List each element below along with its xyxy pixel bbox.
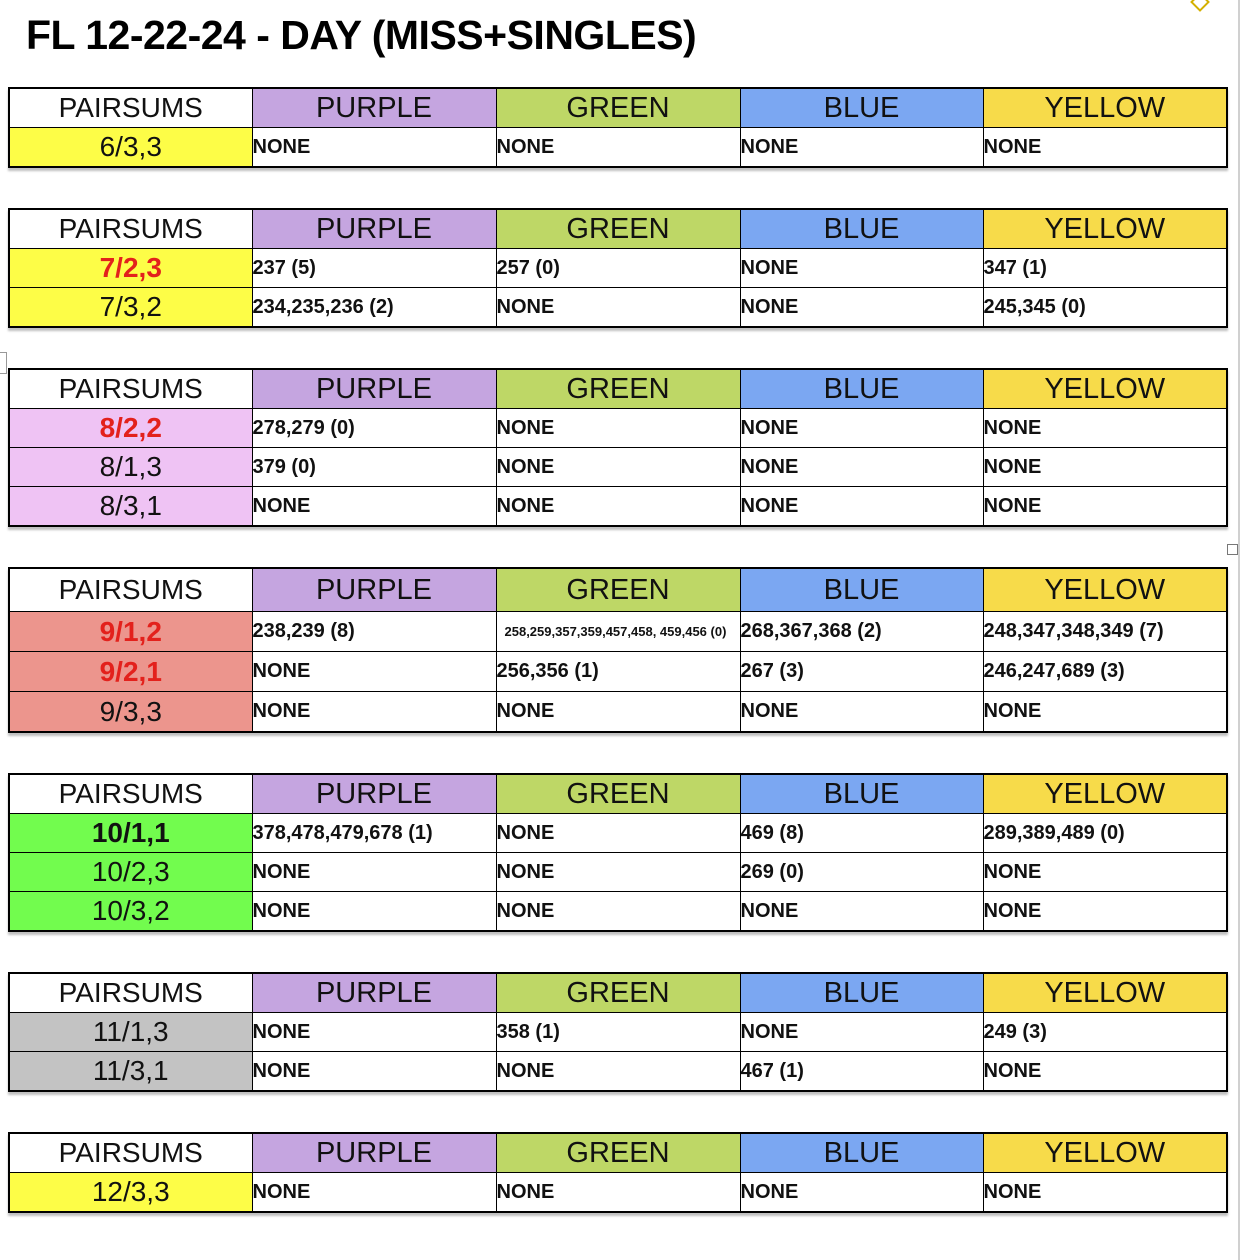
yellow-value-cell: 248,347,348,349 (7) bbox=[983, 612, 1227, 652]
pairsum-cell: 9/1,2 bbox=[9, 612, 252, 652]
pairsum-cell: 10/2,3 bbox=[9, 853, 252, 892]
yellow-value-cell: NONE bbox=[983, 128, 1227, 168]
yellow-value-cell: 347 (1) bbox=[983, 249, 1227, 288]
pairsum-cell: 8/3,1 bbox=[9, 487, 252, 527]
green-value-cell: NONE bbox=[496, 892, 740, 932]
header-purple: PURPLE bbox=[252, 1133, 496, 1173]
pairsum-cell: 9/3,3 bbox=[9, 692, 252, 733]
anchor-marker-icon bbox=[0, 352, 7, 374]
header-green: GREEN bbox=[496, 369, 740, 409]
blue-value-cell: NONE bbox=[740, 128, 983, 168]
table-row bbox=[9, 288, 1227, 328]
yellow-value-cell: NONE bbox=[983, 892, 1227, 932]
yellow-value-cell: NONE bbox=[983, 409, 1227, 448]
green-value-cell: NONE bbox=[496, 814, 740, 853]
green-value-cell: 256,356 (1) bbox=[496, 652, 740, 692]
purple-value-cell: NONE bbox=[252, 692, 496, 733]
header-green: GREEN bbox=[496, 568, 740, 612]
green-value-cell: NONE bbox=[496, 1052, 740, 1092]
blue-value-cell: NONE bbox=[740, 692, 983, 733]
table-header-row bbox=[9, 973, 1227, 1013]
yellow-value-cell: 245,345 (0) bbox=[983, 288, 1227, 328]
header-green: GREEN bbox=[496, 1133, 740, 1173]
blue-value-cell: NONE bbox=[740, 892, 983, 932]
yellow-value-cell: NONE bbox=[983, 448, 1227, 487]
yellow-value-cell: 246,247,689 (3) bbox=[983, 652, 1227, 692]
pairsum-cell: 7/3,2 bbox=[9, 288, 252, 328]
window-edge bbox=[1238, 0, 1240, 1260]
header-green: GREEN bbox=[496, 774, 740, 814]
table-row bbox=[9, 409, 1227, 448]
header-purple: PURPLE bbox=[252, 568, 496, 612]
green-value-cell: NONE bbox=[496, 1173, 740, 1213]
purple-value-cell: 278,279 (0) bbox=[252, 409, 496, 448]
blue-value-cell: NONE bbox=[740, 249, 983, 288]
table-row bbox=[9, 1013, 1227, 1052]
pairsums-table bbox=[8, 87, 1228, 168]
header-purple: PURPLE bbox=[252, 973, 496, 1013]
pairsum-cell: 10/1,1 bbox=[9, 814, 252, 853]
header-purple: PURPLE bbox=[252, 369, 496, 409]
header-purple: PURPLE bbox=[252, 88, 496, 128]
yellow-value-cell: 249 (3) bbox=[983, 1013, 1227, 1052]
green-value-cell: NONE bbox=[496, 409, 740, 448]
table-row bbox=[9, 448, 1227, 487]
pairsum-cell: 11/1,3 bbox=[9, 1013, 252, 1052]
yellow-value-cell: NONE bbox=[983, 1173, 1227, 1213]
header-yellow: YELLOW bbox=[983, 369, 1227, 409]
purple-value-cell: NONE bbox=[252, 1173, 496, 1213]
table-row bbox=[9, 612, 1227, 652]
table-row bbox=[9, 487, 1227, 527]
yellow-value-cell: NONE bbox=[983, 1052, 1227, 1092]
pairsums-table bbox=[8, 1132, 1228, 1213]
pairsum-cell: 8/2,2 bbox=[9, 409, 252, 448]
header-purple: PURPLE bbox=[252, 774, 496, 814]
yellow-value-cell: 289,389,489 (0) bbox=[983, 814, 1227, 853]
pairsums-header: PAIRSUMS bbox=[9, 88, 252, 128]
header-green: GREEN bbox=[496, 209, 740, 249]
table-row bbox=[9, 249, 1227, 288]
header-blue: BLUE bbox=[740, 88, 983, 128]
blue-value-cell: NONE bbox=[740, 1173, 983, 1213]
header-blue: BLUE bbox=[740, 774, 983, 814]
header-yellow: YELLOW bbox=[983, 1133, 1227, 1173]
blue-value-cell: 267 (3) bbox=[740, 652, 983, 692]
pairsums-header: PAIRSUMS bbox=[9, 1133, 252, 1173]
purple-value-cell: NONE bbox=[252, 853, 496, 892]
table-header-row bbox=[9, 369, 1227, 409]
yellow-value-cell: NONE bbox=[983, 853, 1227, 892]
header-green: GREEN bbox=[496, 973, 740, 1013]
header-blue: BLUE bbox=[740, 369, 983, 409]
header-yellow: YELLOW bbox=[983, 568, 1227, 612]
purple-value-cell: NONE bbox=[252, 487, 496, 527]
header-blue: BLUE bbox=[740, 209, 983, 249]
pairsums-table bbox=[8, 368, 1228, 527]
blue-value-cell: NONE bbox=[740, 487, 983, 527]
pairsum-cell: 7/2,3 bbox=[9, 249, 252, 288]
green-value-cell: NONE bbox=[496, 448, 740, 487]
table-header-row bbox=[9, 88, 1227, 128]
purple-value-cell: NONE bbox=[252, 892, 496, 932]
green-value-cell: 257 (0) bbox=[496, 249, 740, 288]
pairsums-header: PAIRSUMS bbox=[9, 774, 252, 814]
pairsums-table bbox=[8, 972, 1228, 1092]
page-title: FL 12-22-24 - DAY (MISS+SINGLES) bbox=[26, 12, 697, 58]
green-value-cell: 358 (1) bbox=[496, 1013, 740, 1052]
header-blue: BLUE bbox=[740, 973, 983, 1013]
purple-value-cell: NONE bbox=[252, 1013, 496, 1052]
pairsum-cell: 11/3,1 bbox=[9, 1052, 252, 1092]
pairsum-cell: 10/3,2 bbox=[9, 892, 252, 932]
table-row bbox=[9, 128, 1227, 168]
header-yellow: YELLOW bbox=[983, 973, 1227, 1013]
pairsum-cell: 8/1,3 bbox=[9, 448, 252, 487]
blue-value-cell: NONE bbox=[740, 288, 983, 328]
table-header-row bbox=[9, 774, 1227, 814]
green-value-cell: 258,259,357,359,457,458, 459,456 (0) bbox=[496, 612, 740, 652]
green-value-cell: NONE bbox=[496, 288, 740, 328]
pairsum-cell: 12/3,3 bbox=[9, 1173, 252, 1213]
table-row bbox=[9, 1052, 1227, 1092]
table-row bbox=[9, 692, 1227, 733]
header-yellow: YELLOW bbox=[983, 774, 1227, 814]
green-value-cell: NONE bbox=[496, 692, 740, 733]
header-blue: BLUE bbox=[740, 568, 983, 612]
table-row bbox=[9, 853, 1227, 892]
purple-value-cell: 237 (5) bbox=[252, 249, 496, 288]
blue-value-cell: NONE bbox=[740, 1013, 983, 1052]
blue-value-cell: 469 (8) bbox=[740, 814, 983, 853]
resize-handle[interactable] bbox=[1227, 544, 1238, 555]
pairsums-table bbox=[8, 208, 1228, 328]
pairsums-header: PAIRSUMS bbox=[9, 209, 252, 249]
pairsums-tables bbox=[8, 87, 1227, 1253]
table-header-row bbox=[9, 1133, 1227, 1173]
blue-value-cell: 269 (0) bbox=[740, 853, 983, 892]
diamond-marker-icon bbox=[1190, 0, 1210, 12]
purple-value-cell: 379 (0) bbox=[252, 448, 496, 487]
yellow-value-cell: NONE bbox=[983, 487, 1227, 527]
header-blue: BLUE bbox=[740, 1133, 983, 1173]
purple-value-cell: NONE bbox=[252, 1052, 496, 1092]
pairsums-table bbox=[8, 773, 1228, 932]
pairsums-header: PAIRSUMS bbox=[9, 568, 252, 612]
pairsums-header: PAIRSUMS bbox=[9, 369, 252, 409]
table-header-row bbox=[9, 209, 1227, 249]
header-green: GREEN bbox=[496, 88, 740, 128]
table-row bbox=[9, 652, 1227, 692]
header-yellow: YELLOW bbox=[983, 88, 1227, 128]
yellow-value-cell: NONE bbox=[983, 692, 1227, 733]
green-value-cell: NONE bbox=[496, 853, 740, 892]
table-row bbox=[9, 892, 1227, 932]
pairsums-table bbox=[8, 567, 1228, 733]
table-row bbox=[9, 814, 1227, 853]
blue-value-cell: NONE bbox=[740, 409, 983, 448]
blue-value-cell: NONE bbox=[740, 448, 983, 487]
purple-value-cell: 378,478,479,678 (1) bbox=[252, 814, 496, 853]
blue-value-cell: 268,367,368 (2) bbox=[740, 612, 983, 652]
header-purple: PURPLE bbox=[252, 209, 496, 249]
purple-value-cell: NONE bbox=[252, 652, 496, 692]
green-value-cell: NONE bbox=[496, 487, 740, 527]
header-yellow: YELLOW bbox=[983, 209, 1227, 249]
pairsums-header: PAIRSUMS bbox=[9, 973, 252, 1013]
green-value-cell: NONE bbox=[496, 128, 740, 168]
blue-value-cell: 467 (1) bbox=[740, 1052, 983, 1092]
table-header-row bbox=[9, 568, 1227, 612]
pairsum-cell: 6/3,3 bbox=[9, 128, 252, 168]
purple-value-cell: 234,235,236 (2) bbox=[252, 288, 496, 328]
purple-value-cell: NONE bbox=[252, 128, 496, 168]
table-row bbox=[9, 1173, 1227, 1213]
purple-value-cell: 238,239 (8) bbox=[252, 612, 496, 652]
pairsum-cell: 9/2,1 bbox=[9, 652, 252, 692]
